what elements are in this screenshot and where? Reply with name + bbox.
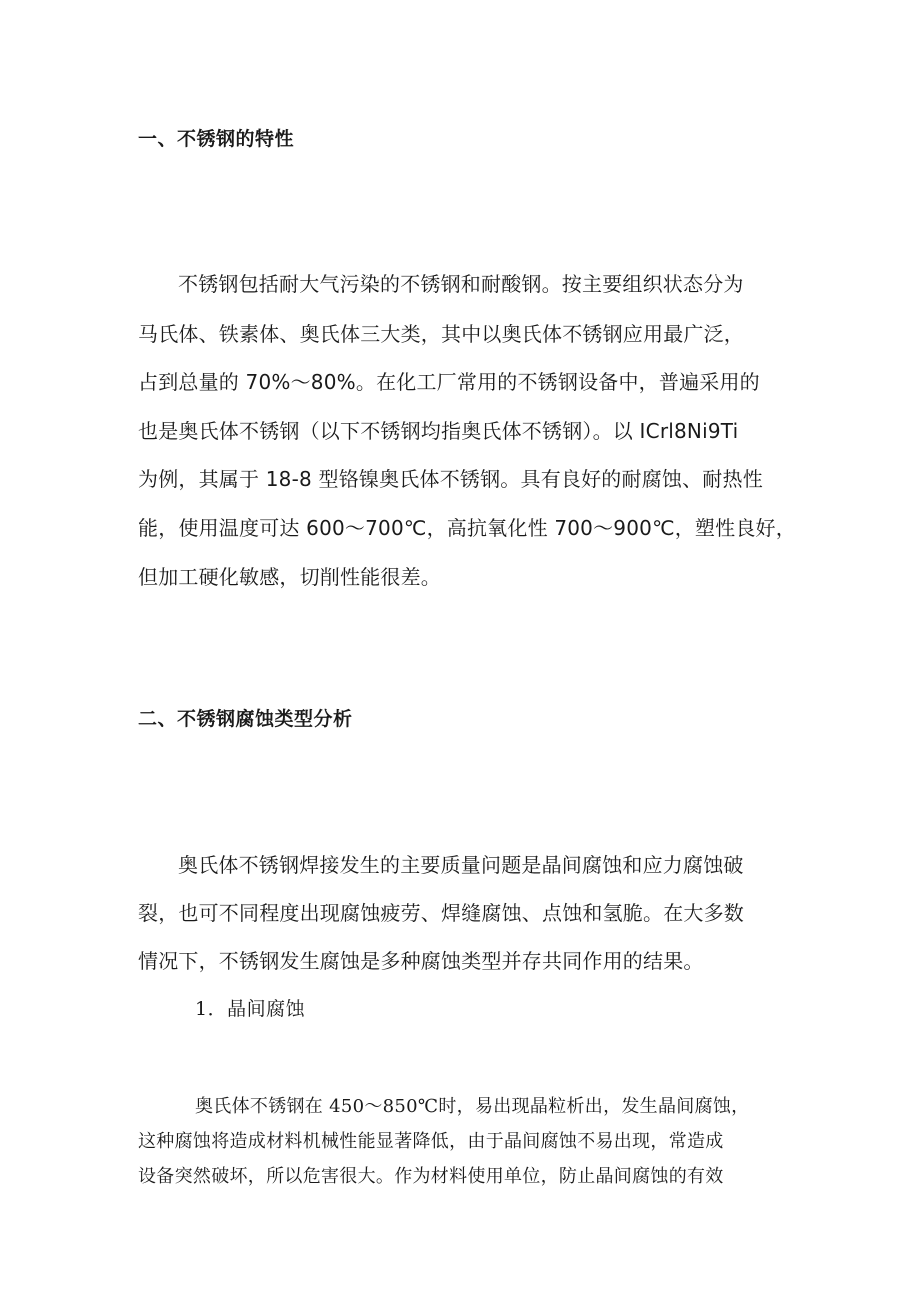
- section-2-heading: 二、不锈钢腐蚀类型分析: [138, 708, 353, 730]
- subsection-1-line: 奥氏体不锈钢在 450～850℃时，易出现晶粒析出，发生晶间腐蚀，: [195, 1096, 750, 1117]
- subsection-1-heading: 1．晶间腐蚀: [195, 998, 306, 1020]
- section-1-line: 能，使用温度可达 600～700℃，高抗氧化性 700～900℃，塑性良好，: [138, 516, 796, 540]
- section-1-line: 为例，其属于 18-8 型铬镍奥氏体不锈钢。具有良好的耐腐蚀、耐热性: [138, 467, 763, 491]
- section-1-heading: 一、不锈钢的特性: [138, 128, 295, 150]
- section-1-line: 马氏体、铁素体、奥氏体三大类，其中以奥氏体不锈钢应用最广泛，: [138, 322, 744, 346]
- section-2-line: 裂，也可不同程度出现腐蚀疲劳、焊缝腐蚀、点蚀和氢脆。在大多数: [138, 901, 744, 925]
- section-1-line: 不锈钢包括耐大气污染的不锈钢和耐酸钢。按主要组织状态分为: [178, 272, 744, 296]
- subsection-1-line: 这种腐蚀将造成材料机械性能显著降低，由于晶间腐蚀不易出现，常造成: [138, 1131, 724, 1152]
- section-1-line: 但加工硬化敏感，切削性能很差。: [138, 565, 441, 589]
- section-1-line: 占到总量的 70%～80%。在化工厂常用的不锈钢设备中，普遍采用的: [138, 370, 760, 394]
- section-2-line: 奥氏体不锈钢焊接发生的主要质量问题是晶间腐蚀和应力腐蚀破: [178, 853, 744, 877]
- section-1-line: 也是奥氏体不锈钢（以下不锈钢均指奥氏体不锈钢）。以 ICrl8Ni9Ti: [138, 419, 739, 443]
- subsection-1-line: 设备突然破坏，所以危害很大。作为材料使用单位，防止晶间腐蚀的有效: [138, 1166, 724, 1187]
- section-2-line: 情况下，不锈钢发生腐蚀是多种腐蚀类型并存共同作用的结果。: [138, 949, 704, 973]
